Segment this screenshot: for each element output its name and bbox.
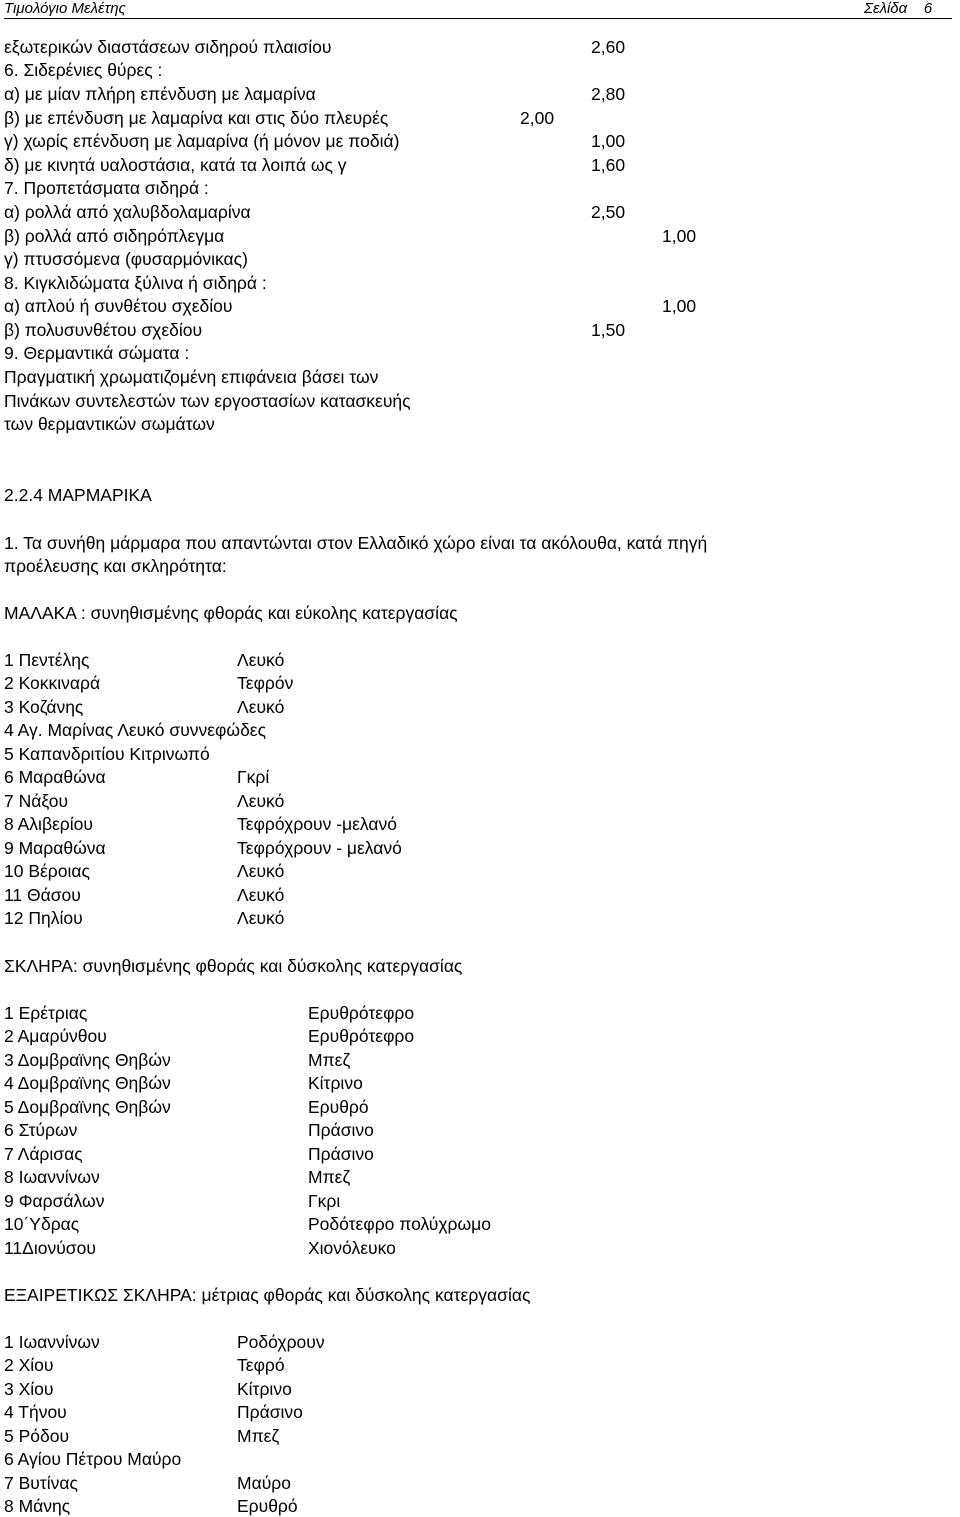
- text-line: α) απλού ή συνθέτου σχεδίου: [4, 296, 233, 316]
- header-title: Τιμολόγιο Μελέτης: [4, 0, 126, 17]
- text-line: γ) χωρίς επένδυση με λαμαρίνα (ή μόνον με ποδιά): [4, 131, 400, 151]
- value: 1,50: [591, 320, 626, 340]
- list-item: 6 Μαραθώνα: [4, 767, 106, 787]
- xhard-heading: ΕΞΑΙΡΕΤΙΚΩΣ ΣΚΛΗΡΑ: μέτριας φθοράς και δύσκολης κατεργασίας: [4, 1285, 531, 1305]
- section-heading: 2.2.4 ΜΑΡΜΑΡΙΚΑ: [4, 485, 152, 505]
- list-item: 4 Δομβραϊνης Θηβών: [4, 1073, 171, 1093]
- list-item: 1 Πεντέλης: [4, 650, 90, 670]
- list-item: 2 Αμαρύνθου: [4, 1026, 107, 1046]
- list-item-color: Κίτρινο: [237, 1379, 292, 1399]
- list-item-color: Τεφρόχρουν -μελανό: [237, 814, 397, 834]
- list-item: 2 Χίου: [4, 1355, 54, 1375]
- list-item-color: Λευκό: [237, 885, 285, 905]
- text-line: Πραγματική χρωματιζομένη επιφάνεια βάσει των: [4, 367, 379, 387]
- list-item: 8 Μάνης: [4, 1496, 71, 1516]
- page-label: Σελίδα: [864, 0, 908, 17]
- value: 1,60: [591, 155, 626, 175]
- list-item-color: Πράσινο: [308, 1144, 374, 1164]
- list-item-color: Μπεζ: [237, 1426, 280, 1446]
- list-item: 6 Στύρων: [4, 1120, 78, 1140]
- list-item: 10΄Υδρας: [4, 1214, 80, 1234]
- list-item-color: Ερυθρότεφρο: [308, 1003, 415, 1023]
- text-line: γ) πτυσσόμενα (φυσαρμόνικας): [4, 249, 248, 269]
- list-item-color: Ερυθρότεφρο: [308, 1026, 415, 1046]
- list-item-color: Λευκό: [237, 908, 285, 928]
- value: 2,50: [591, 202, 626, 222]
- text-line: β) με επένδυση με λαμαρίνα και στις δύο πλευρές: [4, 108, 389, 128]
- paragraph-line: 1. Τα συνήθη μάρμαρα που απαντώνται στον Ελλαδικό χώρο είναι τα ακόλουθα, κατά πηγή: [4, 533, 708, 553]
- list-item-color: Ροδότεφρο πολύχρωμο: [308, 1214, 491, 1234]
- list-item: 1 Ιωαννίνων: [4, 1332, 100, 1352]
- list-item: 3 Κοζάνης: [4, 697, 84, 717]
- list-item: 5 Δομβραϊνης Θηβών: [4, 1097, 171, 1117]
- list-item-color: Ερυθρό: [237, 1496, 298, 1516]
- list-item: 10 Βέροιας: [4, 861, 90, 881]
- item-heading: 8. Κιγκλιδώματα ξύλινα ή σιδηρά :: [4, 273, 267, 293]
- list-item-color: Μαύρο: [237, 1473, 291, 1493]
- list-item-color: Τεφρόχρουν - μελανό: [237, 838, 402, 858]
- list-item-color: Λευκό: [237, 791, 285, 811]
- list-item: 11 Θάσου: [4, 885, 81, 905]
- list-item-color: Ροδόχρουν: [237, 1332, 325, 1352]
- hard-heading: ΣΚΛΗΡΑ: συνηθισμένης φθοράς και δύσκολης κατεργασίας: [4, 956, 463, 976]
- list-item: 7 Βυτίνας: [4, 1473, 78, 1493]
- list-item: 4 Αγ. Μαρίνας Λευκό συννεφώδες: [4, 720, 267, 740]
- value: 2,80: [591, 84, 626, 104]
- list-item-color: Γκρι: [308, 1191, 341, 1211]
- header-page: [864, 0, 932, 18]
- list-item-color: Πράσινο: [237, 1402, 303, 1422]
- value: 1,00: [662, 296, 697, 316]
- text-line: α) ρολλά από χαλυβδολαμαρίνα: [4, 202, 251, 222]
- list-item-color: Κίτρινο: [308, 1073, 363, 1093]
- text-line: β) πολυσυνθέτου σχεδίου: [4, 320, 203, 340]
- list-item-color: Μπεζ: [308, 1050, 351, 1070]
- list-item-color: Πράσινο: [308, 1120, 374, 1140]
- list-item-color: Τεφρόν: [237, 673, 294, 693]
- list-item: 7 Λάρισας: [4, 1144, 83, 1164]
- text-line: των θερμαντικών σωμάτων: [4, 414, 215, 434]
- list-item: 9 Μαραθώνα: [4, 838, 106, 858]
- item-heading: 6. Σιδερένιες θύρες :: [4, 60, 163, 80]
- list-item-color: Γκρί: [237, 767, 270, 787]
- list-item: 1 Ερέτριας: [4, 1003, 88, 1023]
- list-item: 7 Νάξου: [4, 791, 69, 811]
- list-item: 5 Ρόδου: [4, 1426, 70, 1446]
- text-line: α) με μίαν πλήρη επένδυση με λαμαρίνα: [4, 84, 316, 104]
- list-item: 8 Ιωαννίνων: [4, 1167, 100, 1187]
- list-item-color: Ερυθρό: [308, 1097, 369, 1117]
- list-item-color: Λευκό: [237, 861, 285, 881]
- text-line: β) ρολλά από σιδηρόπλεγμα: [4, 226, 225, 246]
- list-item: 3 Δομβραϊνης Θηβών: [4, 1050, 171, 1070]
- list-item-color: Λευκό: [237, 650, 285, 670]
- list-item-color: Λευκό: [237, 697, 285, 717]
- list-item-color: Χιονόλευκο: [308, 1238, 396, 1258]
- list-item: 9 Φαρσάλων: [4, 1191, 105, 1211]
- value: 1,00: [662, 226, 697, 246]
- list-item-color: Τεφρό: [237, 1355, 285, 1375]
- list-item: 6 Αγίου Πέτρου Μαύρο: [4, 1449, 182, 1469]
- list-item: 11Διονύσου: [4, 1238, 96, 1258]
- list-item: 8 Αλιβερίου: [4, 814, 93, 834]
- value: 2,00: [520, 108, 555, 128]
- page-number: 6: [923, 0, 933, 17]
- list-item: 2 Κοκκιναρά: [4, 673, 101, 693]
- text-line: εξωτερικών διαστάσεων σιδηρού πλαισίου: [4, 37, 332, 57]
- value: 2,60: [591, 37, 626, 57]
- list-item: 5 Καπανδριτίου Κιτρινωπό: [4, 744, 210, 764]
- value: 1,00: [591, 131, 626, 151]
- list-item-color: Μπεζ: [308, 1167, 351, 1187]
- paragraph-line: προέλευσης και σκληρότητα:: [4, 556, 227, 576]
- text-line: Πινάκων συντελεστών των εργοστασίων κατασκευής: [4, 391, 411, 411]
- text-line: δ) με κινητά υαλοστάσια, κατά τα λοιπά ως γ: [4, 155, 347, 175]
- list-item: 4 Τήνου: [4, 1402, 67, 1422]
- soft-heading: ΜΑΛΑΚΑ : συνηθισμένης φθοράς και εύκολης κατεργασίας: [4, 603, 458, 623]
- list-item: 12 Πηλίου: [4, 908, 83, 928]
- item-heading: 9. Θερμαντικά σώματα :: [4, 343, 190, 363]
- header-rule: [4, 18, 952, 19]
- list-item: 3 Χίου: [4, 1379, 54, 1399]
- item-heading: 7. Προπετάσματα σιδηρά :: [4, 178, 209, 198]
